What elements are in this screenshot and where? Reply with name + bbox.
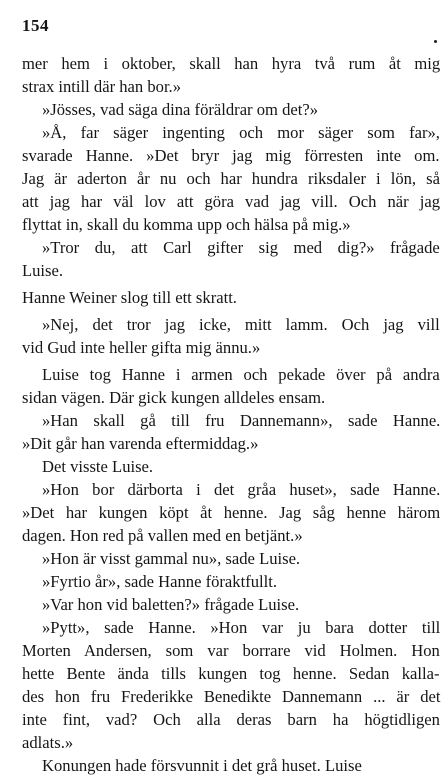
text-line: dagen. Hon red på vallen med en betjänt.» bbox=[22, 526, 303, 545]
page-number: 154 bbox=[22, 16, 49, 35]
text-line: att jag har väl lov att göra vad jag vill. Och när jag bbox=[22, 192, 440, 211]
text-line: Hanne Weiner slog till ett skratt. bbox=[22, 288, 237, 307]
text-line: mer hem i oktober, skall han hyra två rum åt mig bbox=[22, 54, 441, 73]
text-line: »Hon är visst gammal nu», sade Luise. bbox=[42, 549, 301, 568]
text-line: »Var hon vid baletten?» frågade Luise. bbox=[42, 595, 300, 614]
text-line: »Han skall gå till fru Dannemann», sade Hanne. bbox=[42, 411, 441, 430]
paragraph bbox=[22, 409, 440, 455]
paragraph bbox=[22, 286, 440, 309]
text-line: »Hon bor därborta i det gråa huset», sade Hanne. bbox=[42, 480, 441, 499]
paragraph bbox=[22, 236, 440, 282]
paragraph bbox=[22, 455, 440, 478]
text-line: inte fint, vad? Och alla deras barn ha högtidligen bbox=[22, 710, 440, 729]
paragraph bbox=[22, 478, 440, 547]
text-line: des hon fru Frederikke Benedikte Dannemann ... är det bbox=[22, 687, 441, 706]
text-line: sidan vägen. Där gick kungen alldeles ensam. bbox=[22, 388, 326, 407]
text-line: strax intill där han bor.» bbox=[22, 77, 181, 96]
text-line: Konungen hade försvunnit i det grå huset. Luise bbox=[42, 756, 362, 775]
text-line: flyttat in, skall du komma upp och hälsa på mig.» bbox=[22, 215, 351, 234]
ink-speck bbox=[434, 40, 437, 43]
paragraph bbox=[22, 616, 440, 754]
paragraph bbox=[22, 98, 440, 121]
text-line: »Dit går han varenda eftermiddag.» bbox=[22, 434, 259, 453]
text-line: »Fyrtio år», sade Hanne föraktfullt. bbox=[42, 572, 278, 591]
text-line: Jag är aderton år nu och har hundra riksdaler i lön, så bbox=[22, 169, 440, 188]
text-line: hette Bente ända tills kungen tog henne. Sedan kalla- bbox=[22, 664, 440, 683]
text-line: »Tror du, att Carl gifter sig med dig?» frågade bbox=[42, 238, 440, 257]
text-line: Morten Andersen, som var borrare vid Holmen. Hon bbox=[22, 641, 440, 660]
text-line: »Pytt», sade Hanne. »Hon var ju bara dotter till bbox=[42, 618, 441, 637]
paragraph bbox=[22, 313, 440, 359]
text-line: Det visste Luise. bbox=[42, 457, 154, 476]
text-line: »Det har kungen köpt åt henne. Jag såg henne härom bbox=[22, 503, 441, 522]
paragraph bbox=[22, 593, 440, 616]
text-line: adlats.» bbox=[22, 733, 74, 752]
text-line: »Å, far säger ingenting och mor säger som far», bbox=[42, 123, 440, 142]
text-line: »Jösses, vad säga dina föräldrar om det?» bbox=[42, 100, 319, 119]
text-line: »Nej, det tror jag icke, mitt lamm. Och jag vill bbox=[42, 315, 440, 334]
text-line: Luise. bbox=[22, 261, 64, 280]
paragraph bbox=[22, 121, 440, 236]
paragraph bbox=[22, 52, 440, 98]
paragraph bbox=[22, 570, 440, 593]
body-text bbox=[22, 52, 440, 777]
text-line: svarade Hanne. »Det bryr jag mig förresten inte om. bbox=[22, 146, 440, 165]
text-line: vid Gud inte heller gifta mig ännu.» bbox=[22, 338, 261, 357]
paragraph bbox=[22, 547, 440, 570]
paragraph bbox=[22, 363, 440, 409]
text-line: Luise tog Hanne i armen och pekade över på andra bbox=[42, 365, 440, 384]
paragraph bbox=[22, 754, 440, 777]
